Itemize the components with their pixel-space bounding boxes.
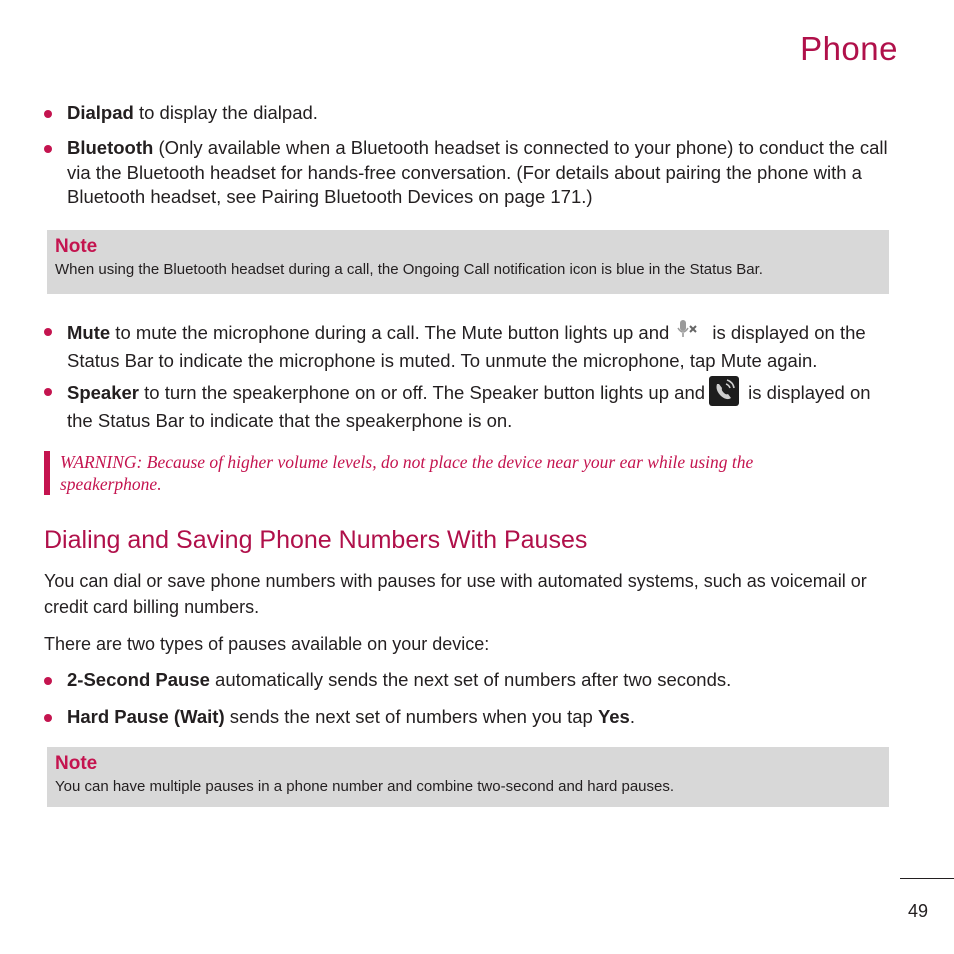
note-body: You can have multiple pauses in a phone number and combine two-second and hard pauses. [55,778,675,795]
two-second-pause-description: automatically sends the next set of numbers after two seconds. [209,669,732,690]
bullet-dialpad [44,101,900,126]
bullet-dot [44,110,52,118]
hard-pause-description: sends the next set of numbers when you tap [224,706,598,727]
term-mute: Mute [67,321,111,343]
term-two-second-pause: 2-Second Pause [67,669,210,690]
term-bluetooth: Bluetooth [67,137,154,158]
bullet-dot [44,145,52,153]
bullet-dot [44,714,52,722]
section-title: Dialing and Saving Phone Numbers With Pauses [44,526,588,554]
bluetooth-description: (Only available when a Bluetooth headset is connected to your phone) to conduct the call via the Bluetooth headset for hands-free conversation. (For details about pairing the phone with a Bluetooth headset, see Pairing Bluetooth Devices on page 171.) [67,137,888,207]
mute-description-start: to mute the microphone during a call. The Mute button lights up and [110,321,670,343]
page-number: 49 [907,901,928,921]
term-yes: Yes [597,706,630,727]
bullet-dot [44,328,52,336]
bullet-mute [44,319,900,374]
note-box-pauses [47,747,889,807]
bullet-hard-pause [44,705,900,730]
term-hard-pause: Hard Pause (Wait) [67,706,225,727]
speaker-description-end: is displayed on the Status Bar to indicate that the speakerphone is on. [67,381,871,431]
note-heading: Note [55,753,98,774]
muted-microphone-icon [673,316,703,346]
pause-types-heading: There are two types of pauses available on your device: [44,634,490,654]
bullet-dot [44,677,52,685]
term-speaker: Speaker [67,381,139,403]
bullet-two-second-pause [44,668,900,693]
bullet-speaker [44,379,900,434]
term-dialpad: Dialpad [67,102,134,123]
hard-pause-end: . [629,706,635,727]
bullet-bluetooth [44,136,900,210]
page-header-title: Phone [800,30,898,67]
section-intro: You can dial or save phone numbers with pauses for use with automated systems, such as voicemail or credit card billing numbers. [44,571,867,617]
dialpad-description: to display the dialpad. [133,102,318,123]
note-body: When using the Bluetooth headset during a call, the Ongoing Call notification icon is blue in the Status Bar. [55,261,763,278]
note-heading: Note [55,236,98,257]
warning-callout: WARNING: Because of higher volume levels, do not place the device near your ear while using the speakerphone. [44,451,840,495]
footer-rule [900,878,954,879]
mute-description-end: is displayed on the Status Bar to indicate the microphone is muted. To unmute the microphone, tap Mute again. [67,321,866,371]
bullet-dot [44,388,52,396]
speakerphone-icon [709,376,739,406]
speaker-description-start: to turn the speakerphone on or off. The Speaker button lights up and [139,381,706,403]
note-box-bluetooth [47,230,889,294]
